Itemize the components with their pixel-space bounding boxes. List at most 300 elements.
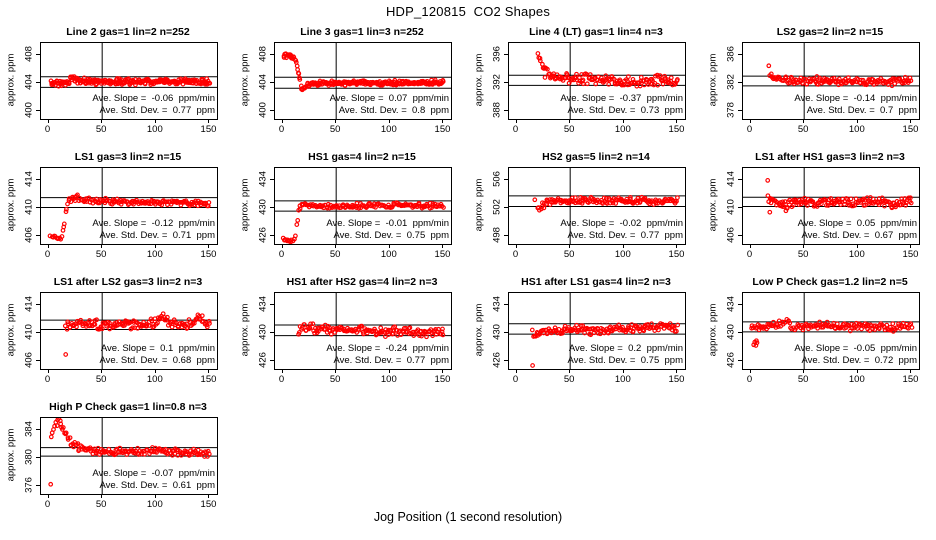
x-tick-mark: [910, 369, 911, 373]
subplot-title: HS1 after LS1 gas=4 lin=2 n=3: [521, 276, 671, 288]
data-point: [531, 328, 535, 332]
y-tick-mark: [270, 179, 274, 180]
data-point: [541, 63, 545, 67]
y-tick-label: 426: [491, 351, 503, 368]
x-tick-mark: [48, 369, 49, 373]
x-tick-mark: [516, 119, 517, 123]
x-tick-label: 0: [44, 499, 51, 510]
y-tick-label: 408: [23, 46, 35, 63]
data-point: [60, 235, 64, 239]
x-tick-label: 150: [434, 124, 451, 135]
data-point: [186, 326, 190, 330]
x-tick-mark: [803, 119, 804, 123]
data-point: [441, 327, 445, 331]
x-tick-mark: [101, 369, 102, 373]
x-tick-mark: [282, 119, 283, 123]
y-axis-label: approx. ppm: [239, 178, 251, 232]
y-tick-label: 498: [491, 226, 503, 243]
x-tick-label: 100: [848, 124, 865, 135]
data-point: [676, 196, 680, 200]
y-tick-mark: [36, 110, 40, 111]
data-point: [296, 219, 300, 223]
y-axis-label: approx. ppm: [473, 303, 485, 357]
subplot-title: Line 4 (LT) gas=1 lin=4 n=3: [529, 26, 663, 38]
subplot-title: LS1 after LS2 gas=3 lin=2 n=3: [53, 276, 203, 288]
x-tick-label: 100: [614, 374, 631, 385]
x-tick-mark: [155, 244, 156, 248]
x-tick-mark: [389, 244, 390, 248]
plot-box: [508, 292, 686, 370]
stddev-annotation: Ave. Std. Dev. = 0.7 ppm: [806, 105, 917, 116]
x-tick-label: 50: [329, 249, 341, 260]
slope-annotation: Ave. Slope = -0.01 ppm/min: [326, 218, 449, 229]
data-point: [387, 333, 391, 337]
x-tick-label: 50: [797, 374, 809, 385]
x-tick-mark: [803, 244, 804, 248]
y-tick-mark: [738, 360, 742, 361]
y-tick-label: 378: [725, 101, 737, 118]
data-point: [64, 353, 68, 357]
y-axis-label: approx. ppm: [707, 178, 719, 232]
x-tick-mark: [676, 119, 677, 123]
stddev-annotation: Ave. Std. Dev. = 0.77 ppm: [99, 105, 215, 116]
subplot: [0, 22, 234, 147]
x-tick-mark: [155, 119, 156, 123]
x-tick-mark: [750, 119, 751, 123]
y-tick-mark: [36, 82, 40, 83]
data-point: [93, 323, 97, 327]
slope-annotation: Ave. Slope = -0.07 ppm/min: [92, 468, 215, 479]
x-tick-mark: [442, 244, 443, 248]
subplot: [0, 272, 234, 397]
y-tick-label: 434: [491, 296, 503, 313]
slope-annotation: Ave. Slope = -0.06 ppm/min: [92, 93, 215, 104]
slope-annotation: Ave. Slope = -0.05 ppm/min: [794, 343, 917, 354]
x-tick-mark: [750, 369, 751, 373]
x-tick-label: 0: [512, 249, 519, 260]
data-point: [768, 210, 772, 214]
plot-box: [40, 167, 218, 245]
x-tick-mark: [910, 244, 911, 248]
y-axis-label: approx. ppm: [473, 53, 485, 107]
stddev-annotation: Ave. Std. Dev. = 0.73 ppm: [567, 105, 683, 116]
x-tick-mark: [101, 244, 102, 248]
data-point: [801, 82, 805, 86]
y-tick-mark: [738, 82, 742, 83]
y-tick-mark: [738, 332, 742, 333]
x-tick-label: 100: [614, 124, 631, 135]
x-tick-mark: [516, 244, 517, 248]
y-tick-label: 410: [23, 199, 35, 215]
slope-annotation: Ave. Slope = 0.07 ppm/min: [329, 93, 449, 104]
y-tick-label: 430: [257, 324, 269, 340]
plot-box: [742, 42, 920, 120]
plot-box: [40, 292, 218, 370]
y-tick-label: 502: [491, 199, 503, 215]
y-tick-label: 406: [23, 351, 35, 368]
y-tick-mark: [738, 110, 742, 111]
x-tick-label: 50: [329, 374, 341, 385]
x-tick-label: 0: [44, 249, 51, 260]
x-tick-label: 100: [848, 374, 865, 385]
plot-box: [40, 417, 218, 495]
data-point: [539, 59, 543, 63]
x-tick-label: 150: [200, 499, 217, 510]
x-tick-mark: [48, 494, 49, 498]
x-tick-label: 50: [95, 124, 107, 135]
x-tick-mark: [910, 119, 911, 123]
plot-box: [274, 167, 452, 245]
y-axis-label: approx. ppm: [707, 303, 719, 357]
plot-box: [40, 42, 218, 120]
y-tick-mark: [270, 82, 274, 83]
y-tick-label: 384: [23, 421, 35, 438]
data-point: [575, 323, 579, 327]
data-point: [437, 328, 441, 332]
data-point: [910, 326, 914, 330]
x-tick-label: 100: [380, 124, 397, 135]
subplot-title: LS1 gas=3 lin=2 n=15: [74, 151, 182, 163]
x-tick-label: 50: [797, 124, 809, 135]
y-tick-label: 506: [491, 171, 503, 188]
x-tick-label: 50: [563, 124, 575, 135]
data-point: [638, 84, 642, 88]
subplot: [234, 147, 468, 272]
x-tick-label: 150: [434, 249, 451, 260]
data-point: [589, 73, 593, 77]
y-tick-mark: [36, 429, 40, 430]
stddev-annotation: Ave. Std. Dev. = 0.72 ppm: [801, 355, 917, 366]
data-point: [161, 312, 165, 316]
data-point: [586, 82, 590, 86]
x-tick-label: 100: [380, 249, 397, 260]
y-tick-label: 400: [23, 101, 35, 118]
y-tick-label: 382: [725, 74, 737, 90]
x-tick-label: 150: [902, 124, 919, 135]
y-tick-mark: [738, 304, 742, 305]
x-tick-mark: [335, 119, 336, 123]
x-tick-mark: [101, 119, 102, 123]
x-tick-label: 0: [512, 124, 519, 135]
x-tick-mark: [857, 119, 858, 123]
plots-grid: [0, 22, 936, 522]
subplot: [234, 22, 468, 147]
y-tick-label: 426: [257, 351, 269, 368]
x-tick-mark: [155, 369, 156, 373]
x-tick-mark: [569, 369, 570, 373]
y-tick-label: 430: [725, 324, 737, 340]
y-tick-mark: [270, 235, 274, 236]
y-axis-label: approx. ppm: [5, 178, 17, 232]
data-point: [575, 72, 579, 76]
x-tick-mark: [442, 119, 443, 123]
data-point: [891, 322, 895, 326]
plot-box: [274, 292, 452, 370]
y-tick-label: 410: [725, 199, 737, 215]
x-tick-mark: [857, 244, 858, 248]
subplot: [234, 272, 468, 397]
y-tick-mark: [504, 179, 508, 180]
slope-annotation: Ave. Slope = -0.12 ppm/min: [92, 218, 215, 229]
y-tick-mark: [738, 179, 742, 180]
data-point: [59, 422, 63, 426]
page-title: HDP_120815 CO2 Shapes: [385, 4, 551, 19]
y-tick-label: 414: [23, 296, 35, 313]
x-tick-mark: [208, 494, 209, 498]
x-tick-mark: [803, 369, 804, 373]
slope-annotation: Ave. Slope = 0.05 ppm/min: [797, 218, 917, 229]
data-point: [207, 201, 211, 205]
x-tick-label: 150: [902, 374, 919, 385]
x-tick-label: 0: [746, 124, 753, 135]
x-tick-label: 150: [668, 374, 685, 385]
data-point: [65, 208, 69, 212]
x-tick-label: 50: [95, 249, 107, 260]
x-tick-label: 100: [380, 374, 397, 385]
y-tick-mark: [504, 82, 508, 83]
data-point: [166, 316, 170, 320]
x-tick-mark: [623, 119, 624, 123]
x-tick-label: 150: [200, 249, 217, 260]
data-point: [83, 76, 87, 80]
y-tick-label: 414: [725, 171, 737, 188]
x-tick-label: 150: [434, 374, 451, 385]
subplot-title: LS1 after HS1 gas=3 lin=2 n=3: [755, 151, 905, 163]
data-point: [784, 209, 788, 213]
data-point: [642, 329, 646, 333]
x-tick-mark: [48, 244, 49, 248]
plot-box: [508, 167, 686, 245]
stddev-annotation: Ave. Std. Dev. = 0.77 ppm: [567, 230, 683, 241]
x-tick-label: 150: [902, 249, 919, 260]
y-tick-label: 408: [257, 46, 269, 63]
y-tick-label: 434: [725, 296, 737, 313]
x-tick-label: 50: [563, 374, 575, 385]
y-tick-label: 410: [23, 324, 35, 340]
slope-annotation: Ave. Slope = -0.24 ppm/min: [326, 343, 449, 354]
x-tick-mark: [857, 369, 858, 373]
data-point: [50, 435, 54, 439]
data-point: [201, 314, 205, 318]
y-axis-label: approx. ppm: [5, 303, 17, 357]
y-tick-mark: [270, 332, 274, 333]
subplot: [0, 397, 234, 522]
y-tick-label: 380: [23, 449, 35, 465]
x-tick-mark: [389, 119, 390, 123]
y-tick-mark: [504, 54, 508, 55]
y-tick-mark: [504, 332, 508, 333]
slope-annotation: Ave. Slope = -0.02 ppm/min: [560, 218, 683, 229]
x-tick-label: 0: [746, 249, 753, 260]
plot-box: [742, 292, 920, 370]
y-tick-mark: [36, 235, 40, 236]
y-tick-mark: [270, 54, 274, 55]
x-tick-mark: [676, 369, 677, 373]
subplot: [468, 272, 702, 397]
x-tick-mark: [442, 369, 443, 373]
data-point: [766, 179, 770, 183]
subplot-title: HS1 after HS2 gas=4 lin=2 n=3: [286, 276, 438, 288]
data-point: [425, 335, 429, 339]
slope-annotation: Ave. Slope = 0.2 ppm/min: [568, 343, 683, 354]
x-tick-label: 50: [95, 499, 107, 510]
y-tick-mark: [270, 207, 274, 208]
y-tick-mark: [738, 207, 742, 208]
y-tick-label: 404: [257, 74, 269, 90]
x-tick-label: 100: [848, 249, 865, 260]
x-tick-mark: [335, 244, 336, 248]
plot-box: [274, 42, 452, 120]
data-point: [533, 198, 537, 202]
stddev-annotation: Ave. Std. Dev. = 0.8 ppm: [338, 105, 449, 116]
x-tick-label: 150: [668, 124, 685, 135]
data-point: [885, 323, 889, 327]
data-point: [676, 323, 680, 327]
x-tick-mark: [623, 369, 624, 373]
y-tick-label: 430: [491, 324, 503, 340]
y-tick-label: 426: [725, 351, 737, 368]
y-tick-label: 426: [257, 226, 269, 243]
y-axis-label: approx. ppm: [239, 53, 251, 107]
y-axis-label: approx. ppm: [473, 178, 485, 232]
y-tick-mark: [270, 110, 274, 111]
x-tick-mark: [623, 244, 624, 248]
y-tick-mark: [738, 235, 742, 236]
data-point: [297, 71, 301, 75]
x-tick-mark: [750, 244, 751, 248]
y-tick-mark: [36, 457, 40, 458]
x-tick-label: 100: [146, 249, 163, 260]
data-point: [890, 206, 894, 210]
x-tick-mark: [676, 244, 677, 248]
y-tick-label: 406: [23, 226, 35, 243]
plot-box: [508, 42, 686, 120]
data-point: [627, 75, 631, 79]
y-tick-label: 396: [491, 46, 503, 63]
data-point: [543, 76, 547, 80]
subplot-title: HS1 gas=4 lin=2 n=15: [308, 151, 416, 163]
stddev-annotation: Ave. Std. Dev. = 0.75 ppm: [567, 355, 683, 366]
slope-annotation: Ave. Slope = -0.14 ppm/min: [794, 93, 917, 104]
x-tick-mark: [282, 369, 283, 373]
data-point: [75, 325, 79, 329]
data-point: [878, 327, 882, 331]
x-tick-label: 0: [278, 249, 285, 260]
y-tick-label: 404: [23, 74, 35, 90]
y-tick-mark: [36, 207, 40, 208]
x-tick-mark: [516, 369, 517, 373]
subplot: [468, 22, 702, 147]
stddev-annotation: Ave. Std. Dev. = 0.77 ppm: [333, 355, 449, 366]
y-tick-mark: [36, 179, 40, 180]
stddev-annotation: Ave. Std. Dev. = 0.75 ppm: [333, 230, 449, 241]
data-point: [295, 223, 299, 227]
x-tick-label: 50: [95, 374, 107, 385]
data-point: [536, 52, 540, 56]
y-tick-mark: [36, 54, 40, 55]
subplot: [0, 147, 234, 272]
subplot: [702, 22, 936, 147]
y-tick-mark: [738, 54, 742, 55]
stddev-annotation: Ave. Std. Dev. = 0.61 ppm: [99, 480, 215, 491]
subplot-title: Line 2 gas=1 lin=2 n=252: [66, 26, 190, 38]
x-tick-mark: [389, 369, 390, 373]
x-tick-label: 0: [44, 124, 51, 135]
y-tick-mark: [36, 360, 40, 361]
x-tick-mark: [208, 244, 209, 248]
y-tick-mark: [36, 304, 40, 305]
x-tick-mark: [208, 119, 209, 123]
stddev-annotation: Ave. Std. Dev. = 0.68 ppm: [99, 355, 215, 366]
stddev-annotation: Ave. Std. Dev. = 0.71 ppm: [99, 230, 215, 241]
data-point: [391, 332, 395, 336]
x-tick-mark: [569, 244, 570, 248]
x-tick-mark: [569, 119, 570, 123]
data-point: [294, 234, 298, 238]
x-tick-label: 50: [563, 249, 575, 260]
y-tick-label: 386: [725, 46, 737, 63]
y-tick-label: 388: [491, 101, 503, 118]
y-tick-mark: [36, 485, 40, 486]
y-tick-mark: [36, 332, 40, 333]
y-tick-mark: [270, 304, 274, 305]
y-axis-label: approx. ppm: [5, 428, 17, 482]
y-tick-label: 376: [23, 476, 35, 493]
data-point: [594, 82, 598, 86]
data-point: [69, 200, 73, 204]
y-tick-label: 434: [257, 296, 269, 313]
subplot: [702, 147, 936, 272]
y-tick-label: 434: [257, 171, 269, 188]
x-tick-label: 100: [146, 374, 163, 385]
x-tick-label: 100: [146, 499, 163, 510]
x-tick-mark: [208, 369, 209, 373]
data-point: [849, 197, 853, 201]
data-point: [832, 322, 836, 326]
data-point: [170, 325, 174, 329]
y-tick-label: 406: [725, 226, 737, 243]
y-tick-mark: [504, 235, 508, 236]
x-tick-label: 0: [512, 374, 519, 385]
y-axis-label: approx. ppm: [239, 303, 251, 357]
x-tick-label: 100: [146, 124, 163, 135]
x-tick-mark: [155, 494, 156, 498]
y-tick-mark: [504, 110, 508, 111]
x-tick-mark: [282, 244, 283, 248]
data-point: [806, 204, 810, 208]
data-point: [657, 328, 661, 332]
data-point: [854, 197, 858, 201]
x-tick-label: 150: [200, 124, 217, 135]
y-tick-mark: [504, 304, 508, 305]
data-point: [607, 83, 611, 87]
data-point: [582, 82, 586, 86]
y-tick-label: 414: [23, 171, 35, 188]
y-axis-label: approx. ppm: [5, 53, 17, 107]
x-tick-label: 0: [278, 124, 285, 135]
subplot-title: LS2 gas=2 lin=2 n=15: [776, 26, 884, 38]
data-point: [767, 64, 771, 68]
data-point: [63, 222, 67, 226]
y-tick-label: 430: [257, 199, 269, 215]
y-tick-mark: [504, 207, 508, 208]
subplot-title: High P Check gas=1 lin=0.8 n=3: [49, 401, 207, 413]
y-tick-label: 392: [491, 74, 503, 90]
x-tick-label: 150: [668, 249, 685, 260]
subplot: [702, 272, 936, 397]
y-tick-mark: [504, 360, 508, 361]
x-tick-label: 0: [746, 374, 753, 385]
